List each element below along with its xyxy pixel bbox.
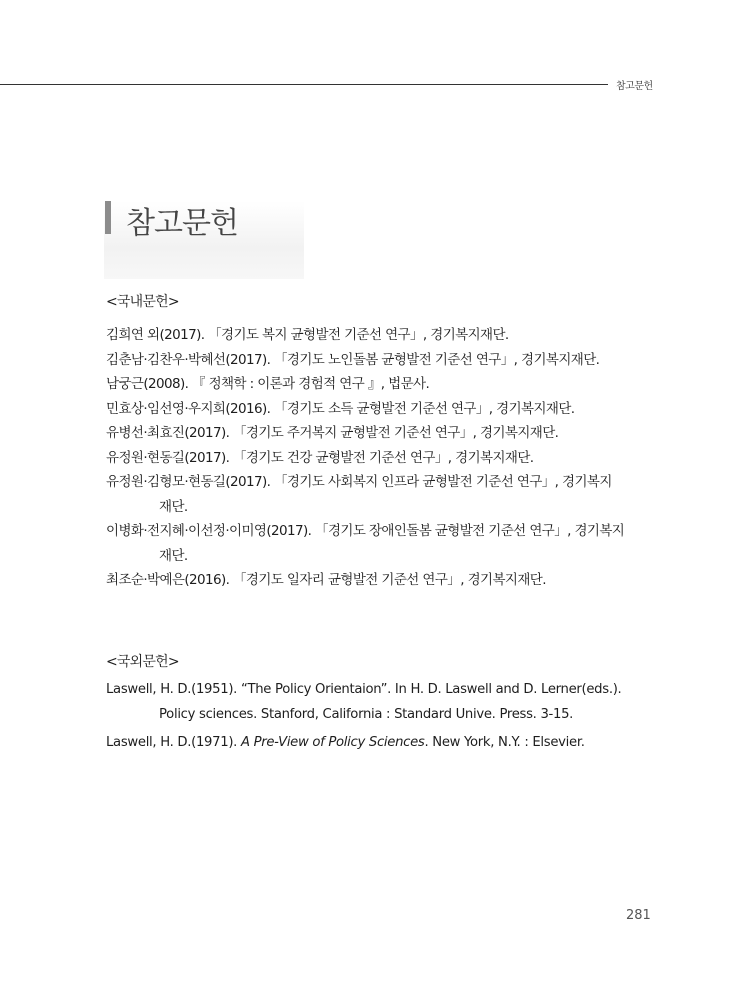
foreign-reference-list [106,678,666,756]
reference-entry: Laswell, H. D.(1971). A Pre-View of Policy Sciences. New York, N.Y. : Elsevier. [106,735,585,750]
reference-entry: 유정원·현동길(2017). 「경기도 건강 균형발전 기준선 연구」, 경기복지재단. [106,449,534,466]
title-accent-bar [105,201,111,234]
page-number: 281 [626,908,651,923]
reference-entry: 김희연 외(2017). 「경기도 복지 균형발전 기준선 연구」, 경기복지재단. [106,327,509,343]
reference-continuation: 재단. [159,547,188,564]
foreign-heading: <국외문헌> [106,654,179,670]
reference-entry: Laswell, H. D.(1951). “The Policy Orientaion”. In H. D. Laswell and D. Lerner(eds.). Policy sciences. Stanford, California : Standard Unive. Press. 3-15. [106,678,666,727]
domestic-heading: <국내문헌> [106,294,179,310]
reference-entry: 민효상·임선영·우지희(2016). 「경기도 소득 균형발전 기준선 연구」, 경기복지재단. [106,400,575,417]
reference-entry: 유병선·최효진(2017). 「경기도 주거복지 균형발전 기준선 연구」, 경기복지재단. [106,425,559,441]
running-head: 참고문헌 [616,81,653,92]
reference-entry: 유정원·김형모·현동길(2017). 「경기도 사회복지 인프라 균형발전 기준선 연구」, 경기복지 재단. [106,470,666,519]
reference-entry: 최조순·박예은(2016). 「경기도 일자리 균형발전 기준선 연구」, 경기복지재단. [106,572,546,588]
reference-entry: 이병화·전지혜·이선정·이미영(2017). 「경기도 장애인돌봄 균형발전 기준선 연구」, 경기복지 재단. [106,519,666,568]
page-title: 참고문헌 [126,206,238,241]
reference-continuation: 재단. [159,498,188,515]
reference-entry: 김춘남·김찬우·박혜선(2017). 「경기도 노인돌봄 균형발전 기준선 연구」, 경기복지재단. [106,351,600,368]
header-rule [0,84,608,85]
domestic-reference-list [106,323,666,593]
reference-continuation: Policy sciences. Stanford, California : Standard Unive. Press. 3-15. [159,706,574,722]
reference-entry: 남궁근(2008). 『 정책학 : 이론과 경험적 연구 』, 법문사. [106,376,430,392]
reference-italic-title: A Pre-View of Policy Sciences [240,735,425,750]
